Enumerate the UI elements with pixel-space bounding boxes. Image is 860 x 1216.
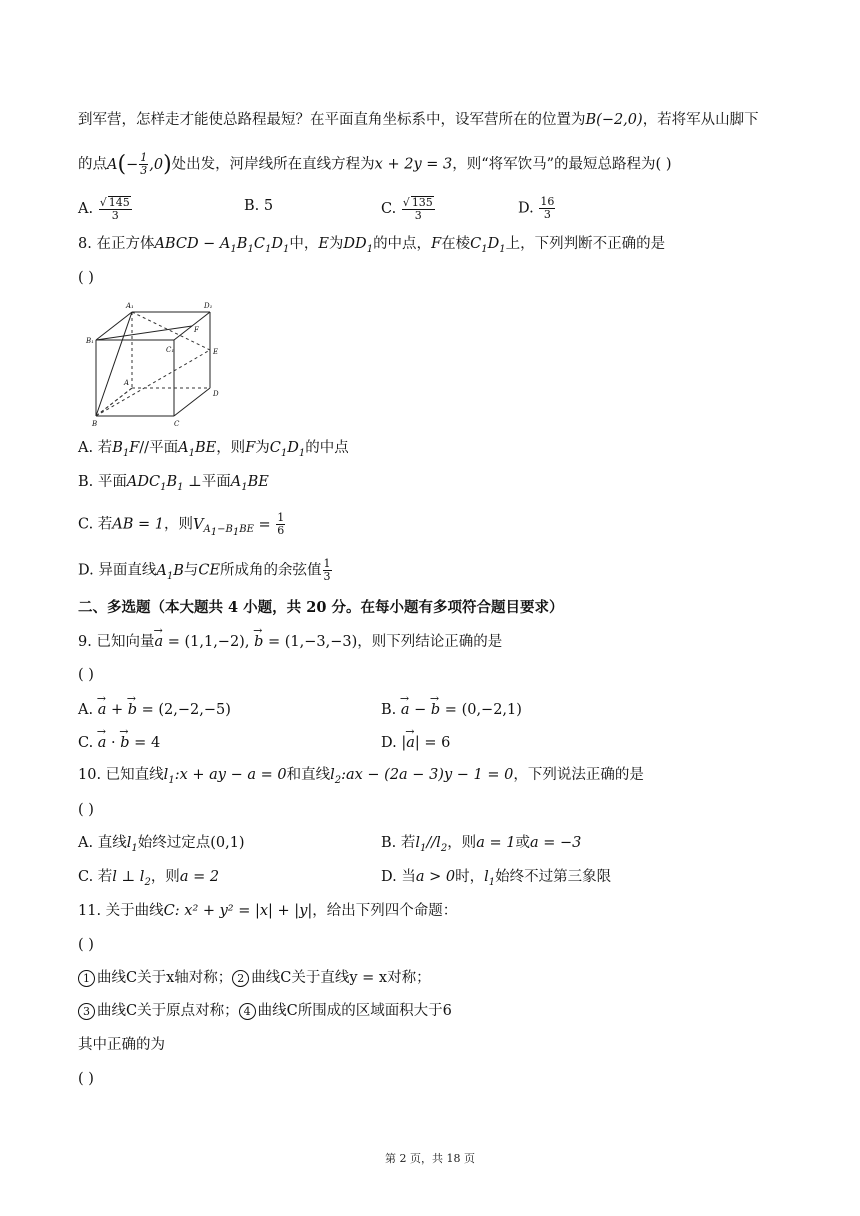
- q8-text: ⊥平面: [188, 474, 231, 490]
- q8-text: 中，: [289, 236, 319, 252]
- q8-text: ，则: [216, 440, 246, 456]
- q11-paren: ( ): [78, 937, 94, 953]
- q11-props-1-2: [78, 968, 431, 988]
- q9-option-c: C. → a · → b = 4: [78, 733, 160, 753]
- label-e: E: [213, 348, 219, 356]
- q11-proposition: 曲线C关于原点对称；: [97, 1003, 239, 1019]
- q7-line2: [78, 152, 671, 177]
- q8-text: B. 平面: [78, 474, 127, 490]
- q8-paren: ( ): [78, 270, 94, 286]
- label-d1: D₁: [204, 302, 213, 310]
- option-label: A.: [78, 201, 94, 217]
- circled-2: 2: [232, 970, 249, 987]
- circled-3: 3: [78, 1003, 95, 1020]
- q8-option-a: A. 若$B_1F//$平面$A_1BE$，则F为$C_1D_1$的中点: [78, 440, 349, 459]
- q10-option-c: C. 若l ⊥ $l_2$，则a = 2: [78, 869, 220, 888]
- q11-text: 11. 关于曲线: [78, 903, 164, 919]
- q7-equation: x + 2y = 3: [374, 156, 453, 173]
- label-b1: B₁: [86, 337, 94, 345]
- section-heading: 二、多选题（本大题共 4 小题，共 20 分。在每小题有多项符合题目要求）: [78, 599, 564, 616]
- cube-name: ABCD − $A_1B_1C_1D_1$: [154, 236, 290, 255]
- option-label: C.: [381, 201, 397, 217]
- q11-props-3-4: [78, 1001, 452, 1021]
- q7-line1: [78, 110, 759, 130]
- point-f: F: [431, 236, 442, 252]
- q7-point-a: A(− $\frac{1}{3}$ ,0): [107, 151, 172, 177]
- q8-text: 上，下列判断不正确的是: [505, 236, 666, 252]
- q10-text: C. 若: [78, 869, 113, 885]
- option-label: B.: [381, 702, 397, 718]
- q8-text: 与: [183, 562, 199, 579]
- q10-text: D. 当: [381, 869, 416, 885]
- page-footer: 第 2 页，共 18 页: [385, 1152, 475, 1165]
- denominator: 3: [543, 208, 551, 221]
- q10-equation: a = 2: [179, 869, 220, 885]
- q11-paren2: ( ): [78, 1071, 94, 1087]
- q10-text: B. 若: [381, 835, 416, 851]
- q7-text: 到军营，怎样走才能使总路程最短？在平面直角坐标系中，设军营所在的位置为: [78, 112, 586, 128]
- q8-text: 在棱: [441, 236, 471, 252]
- q8-text: 的中点，: [373, 236, 432, 252]
- label-c: C: [174, 420, 180, 428]
- radicand: 135: [411, 196, 433, 209]
- q7-option-a: [78, 196, 133, 222]
- q8-stem: [78, 234, 665, 260]
- q10-text: 或: [515, 835, 530, 851]
- q9-stem: 9. 已知向量→ a = (1,1,−2), → b = (1,−3,−3)，则下列结论正确的是: [78, 632, 502, 652]
- option-value: 5: [263, 198, 274, 214]
- q7-option-b: [244, 196, 273, 216]
- q10-option-b: B. 若$l_1//l_2$，则a = 1或a = −3: [381, 835, 582, 854]
- q8-option-b: B. 平面$ADC_1B_1$ ⊥平面$A_1BE$: [78, 474, 269, 493]
- q11-proposition: 曲线C所围成的区域面积大于6: [257, 1003, 452, 1019]
- circled-1: 1: [78, 970, 95, 987]
- circled-4: 4: [239, 1003, 256, 1020]
- radicand: 145: [108, 196, 130, 209]
- option-label: D.: [381, 735, 397, 751]
- q10-paren: ( ): [78, 802, 94, 818]
- q7-option-d: [518, 196, 556, 221]
- fraction: $\frac{√ 135}{3}$: [402, 196, 433, 222]
- q10-text: A. 直线: [78, 835, 127, 851]
- q8-text: 为: [328, 236, 344, 252]
- q11-stem: [78, 901, 457, 921]
- q8-text: ，则: [164, 516, 194, 533]
- q10-text: 始终过定点(0,1): [137, 835, 245, 851]
- label-b: B: [92, 420, 98, 428]
- label-c1: C₁: [166, 346, 175, 354]
- q8-text: D. 异面直线: [78, 562, 157, 579]
- q9-paren: ( ): [78, 667, 94, 683]
- q7-point-b: B(−2,0): [585, 112, 643, 128]
- edge-dd1: $DD_1$: [343, 236, 374, 255]
- option-label: B.: [244, 198, 260, 214]
- fraction: $\frac{√ 145}{3}$: [99, 196, 130, 222]
- numerator: 16: [540, 195, 555, 208]
- option-label: A.: [78, 702, 94, 718]
- q10-text: ，则: [447, 835, 477, 851]
- q7-option-c: [381, 196, 436, 222]
- label-f: F: [194, 326, 199, 334]
- option-label: C.: [78, 735, 94, 751]
- q10-option-a: A. 直线$l_1$始终过定点(0,1): [78, 835, 245, 854]
- label-a: A: [124, 379, 130, 387]
- q8-option-c: C. 若AB = 1，则$V_{A_1-B_1BE}$ = $\frac{1}{6}$: [78, 511, 285, 539]
- q7-text: ，则“将军饮马”的最短总路程为( ): [452, 156, 672, 173]
- label-a1: A₁: [126, 302, 134, 310]
- q8-text: 的中点: [305, 440, 349, 456]
- q7-text: ，若将军从山脚下: [642, 112, 759, 128]
- q10-text: 和直线: [286, 767, 331, 783]
- q8-option-d: D. 异面直线$A_1B$与CE所成角的余弦值 $\frac{1}{3}$: [78, 557, 331, 583]
- q9-option-b: B. → a − → b = (0,−2,1): [381, 700, 522, 720]
- q9-text: 9. 已知向量: [78, 634, 155, 650]
- q8-text: 所成角的余弦值: [220, 562, 322, 579]
- q9-text: ，则下列结论正确的是: [357, 634, 503, 650]
- q10-equation: ax − (2a − 3)y − 1 = 0: [345, 767, 514, 783]
- q10-text: 始终不过第三象限: [495, 869, 612, 885]
- q11-text: ，给出下列四个命题：: [312, 903, 458, 919]
- q10-equation: a = 1: [476, 835, 516, 851]
- q9-option-a: A. → a + → b = (2,−2,−5): [78, 700, 231, 720]
- q10-text: 时，: [455, 869, 485, 885]
- q8-equation: AB = 1: [112, 516, 165, 533]
- edge-c1d1: $C_1D_1$: [470, 236, 506, 255]
- q10-equation: a = −3: [529, 835, 582, 851]
- q10-equation: x + ay − a = 0: [179, 767, 287, 783]
- label-d: D: [213, 390, 219, 398]
- q7-text: 的点: [78, 156, 107, 173]
- q11-equation: C: x² + y² = |x| + |y|: [163, 903, 313, 919]
- point-e: E: [318, 236, 329, 252]
- q11-conclusion: 其中正确的为: [78, 1037, 165, 1053]
- q9-option-d: D. |→ a| = 6: [381, 733, 450, 753]
- fraction: [539, 196, 555, 221]
- q7-text: 处出发，河岸线所在直线方程为: [171, 156, 375, 173]
- denominator: 3: [111, 209, 119, 222]
- q10-text: 10. 已知直线: [78, 767, 164, 783]
- q10-text: ，下列说法正确的是: [513, 767, 644, 783]
- cube-figure: [84, 298, 224, 430]
- q8-text: //平面: [139, 440, 179, 456]
- q10-equation: a > 0: [415, 869, 456, 885]
- q8-text: A. 若: [78, 440, 113, 456]
- denominator: 3: [414, 209, 422, 222]
- option-label: D.: [518, 200, 534, 217]
- q11-proposition: 曲线C关于x轴对称；: [97, 970, 233, 986]
- q11-proposition: 曲线C关于直线y = x对称；: [251, 970, 431, 986]
- q10-option-d: D. 当a > 0时，$l_1$始终不过第三象限: [381, 869, 612, 888]
- q8-text: 为: [255, 440, 270, 456]
- q8-text: 8. 在正方体: [78, 236, 155, 252]
- q10-stem: 10. 已知直线$l_1:x$ + ay − a = 0和直线$l_2:ax - (2a - 3)y - 1 = 0$，下列说法正确的是: [78, 767, 644, 786]
- q10-text: ，则: [150, 869, 180, 885]
- q8-text: C. 若: [78, 516, 113, 533]
